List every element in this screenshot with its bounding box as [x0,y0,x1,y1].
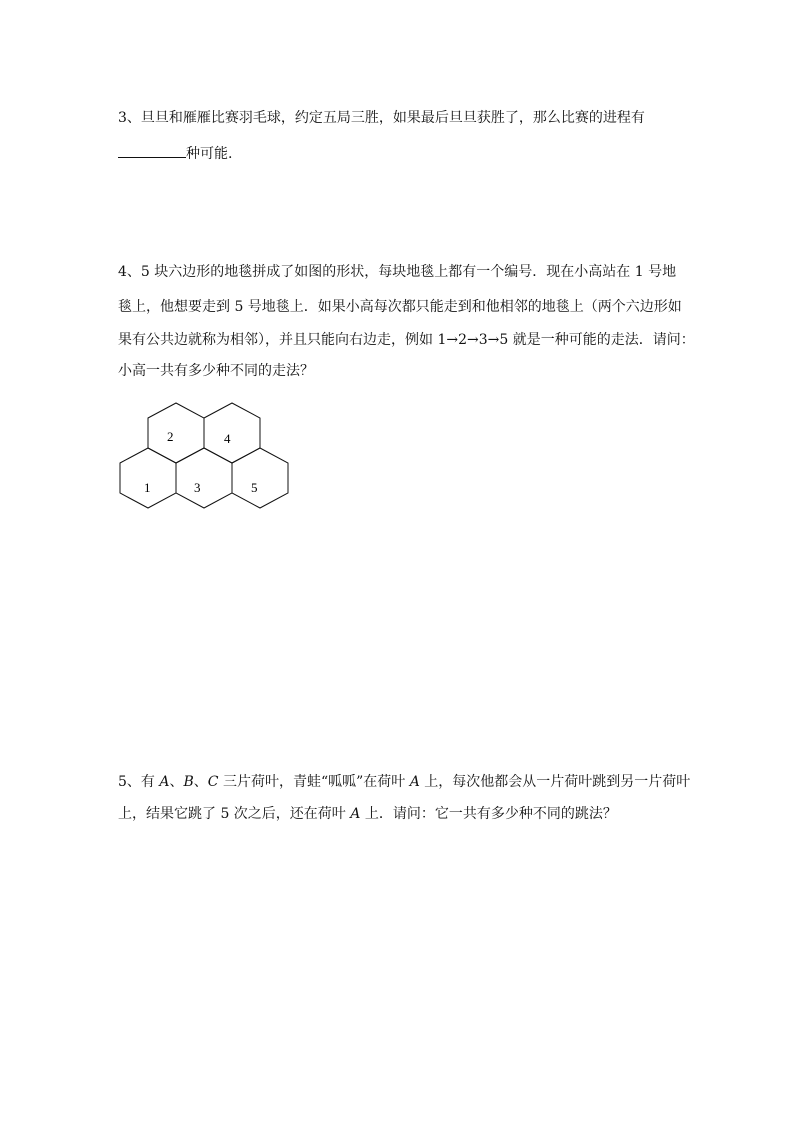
hexagon-4 [204,403,260,463]
hexagon-1 [120,448,176,508]
q5-separator-1: 、 [169,774,184,790]
q4-text-line-2: 毯上，他想要走到 5 号地毯上．如果小高每次都只能走到和他相邻的地毯上（两个六边形如 [118,299,682,315]
q5-text-middle: 三片荷叶，青蛙“呱呱”在荷叶 [218,774,410,790]
hexagon-carpet-figure [117,400,289,520]
lotus-leaf-a-ref-2: A [350,806,361,822]
q5-text-prefix: 5、有 [118,774,160,790]
hexagon-2 [148,403,204,463]
q3-text-line-1: 3、旦旦和雁雁比赛羽毛球，约定五局三胜，如果最后旦旦获胜了，那么比赛的进程有 [118,110,645,126]
q5-text-end: 上，每次他都会从一片荷叶跳到另一片荷叶 [419,774,691,790]
hexagon-3 [176,448,232,508]
q3-text-tail: 种可能. [186,146,233,162]
lotus-leaf-c: C [207,774,219,790]
lotus-leaf-a: A [159,774,170,790]
q4-text-line-4: 小高一共有多少种不同的走法？ [118,363,314,379]
q5-text-line2-end: 上．请问：它一共有多少种不同的跳法？ [360,806,617,822]
q5-separator-2: 、 [193,774,208,790]
q5-text-line2-start: 上，结果它跳了 5 次之后，还在荷叶 [118,806,351,822]
lotus-leaf-b: B [183,774,194,790]
lotus-leaf-a-ref: A [409,774,420,790]
hexagon-label-5: 5 [251,480,258,495]
q4-text-line-1: 4、5 块六边形的地毯拼成了如图的形状，每块地毯上都有一个编号．现在小高站在 1 号地 [118,264,677,280]
q5-text-line-2 [118,804,617,824]
q4-text-line-3: 果有公共边就称为相邻），并且只能向右边走，例如 1→2→3→5 就是一种可能的走法．请问： [118,332,695,348]
hexagon-label-4: 4 [224,431,231,446]
hexagon-label-2: 2 [167,429,174,444]
hexagon-label-1: 1 [144,480,151,495]
q3-answer-blank[interactable] [118,143,186,158]
hexagon-5 [232,448,288,508]
q5-text-line-1 [118,772,690,792]
hexagon-label-3: 3 [194,480,201,495]
q3-text-line-2 [118,143,232,164]
